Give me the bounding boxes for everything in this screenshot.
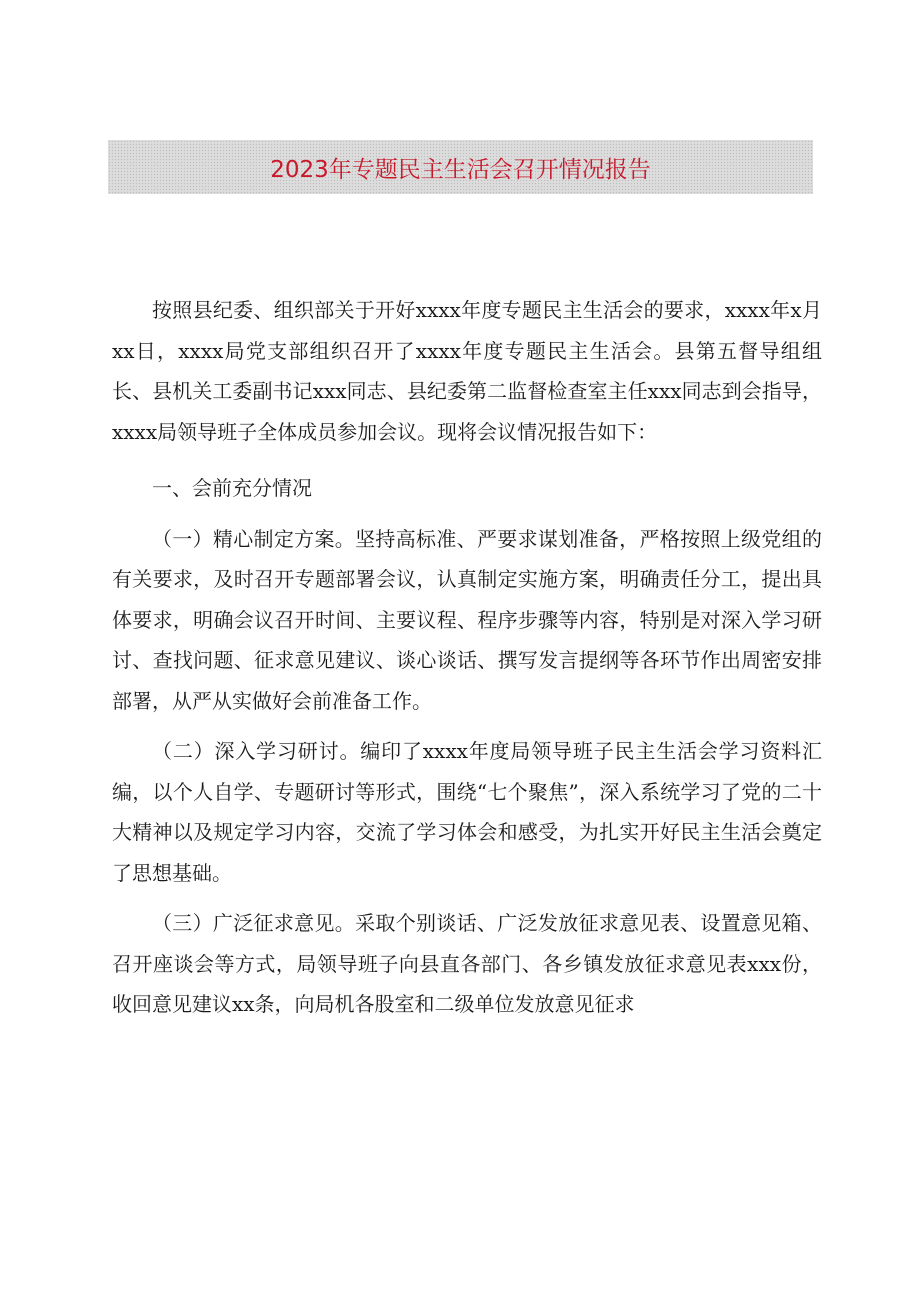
subsection-paragraph-1: （一）精心制定方案。坚持高标准、严要求谋划准备，严格按照上级党组的有关要求，及时召开专题部署会议，认真制定实施方案，明确责任分工，提出具体要求，明确会议召开时间、主要议程、程序步骤等内容，特别是对深入学习研讨、查找问题、征求意见建议、谈心谈话、撰写发言提纲等各环节作出周密安排部署，从严从实做好会前准备工作。 xyxy=(112,526,822,713)
document-body xyxy=(112,290,822,1025)
section-heading: 一、会前充分情况 xyxy=(152,476,312,500)
document-title: 2023年专题民主生活会召开情况报告 xyxy=(270,156,651,183)
subsection-paragraph-3: （三）广泛征求意见。采取个别谈话、广泛发放征求意见表、设置意见箱、召开座谈会等方式，局领导班子向县直各部门、各乡镇发放征求意见表xxx份，收回意见建议xx条，向局机各股室和二级单位发放意见征求 xyxy=(112,911,822,1016)
intro-paragraph: 按照县纪委、组织部关于开好xxxx年度专题民主生活会的要求，xxxx年x月xx日，xxxx局党支部组织召开了xxxx年度专题民主生活会。县第五督导组组长、县机关工委副书记xxx同志、县纪委第二监督检查室主任xxx同志到会指导，xxxx局领导班子全体成员参加会议。现将会议情况报告如下： xyxy=(112,298,822,444)
title-banner xyxy=(108,140,813,194)
subsection-paragraph-2: （二）深入学习研讨。编印了xxxx年度局领导班子民主生活会学习资料汇编，以个人自学、专题研讨等形式，围绕“七个聚焦”，深入系统学习了党的二十大精神以及规定学习内容，交流了学习体会和感受，为扎实开好民主生活会奠定了思想基础。 xyxy=(112,739,822,885)
